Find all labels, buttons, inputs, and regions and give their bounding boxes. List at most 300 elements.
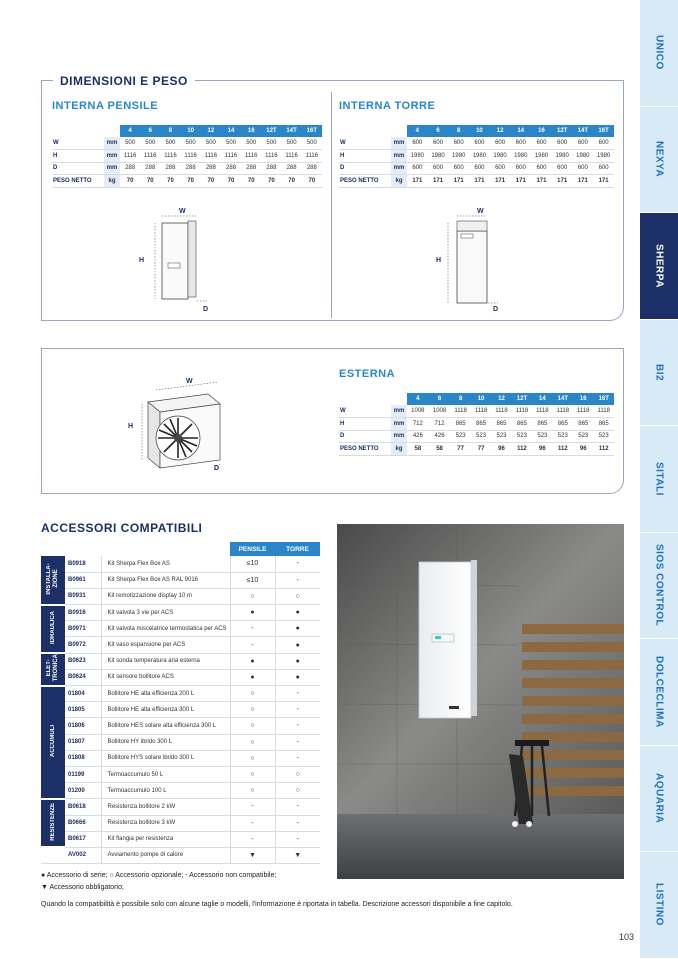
value-cell: 600: [573, 137, 594, 150]
installation-scene-image: [337, 524, 624, 879]
row-label: PESO NETTO: [339, 443, 391, 456]
side-tab-sitali[interactable]: [640, 426, 678, 533]
model-header: 6: [429, 393, 451, 405]
torre-compat: -: [275, 799, 320, 815]
value-cell: 523: [450, 430, 470, 443]
header-cell: [339, 125, 391, 137]
value-cell: 70: [140, 175, 160, 188]
value-cell: 500: [282, 137, 302, 150]
table-row: [339, 405, 614, 418]
model-header: 16: [573, 393, 593, 405]
side-tab-label: NEXYA: [653, 141, 665, 178]
group-label-cell: [41, 653, 65, 685]
row-unit: kg: [391, 443, 407, 456]
table-row: [339, 150, 614, 163]
pensile-compat: ▼: [230, 847, 275, 863]
value-cell: 58: [407, 443, 429, 456]
side-tab-strip: [640, 0, 678, 959]
accessory-row: [41, 605, 320, 621]
value-cell: 865: [532, 418, 552, 431]
value-cell: 70: [181, 175, 201, 188]
pensile-compat: ○: [230, 750, 275, 766]
accessory-description: Kit remotizzazione display 10 m: [101, 588, 230, 604]
row-unit: mm: [391, 430, 407, 443]
value-cell: 600: [469, 137, 490, 150]
side-tab-label: SIOS CONTROL: [653, 544, 665, 627]
pensile-dimension-table: [52, 125, 322, 188]
side-tab-label: BI2: [653, 363, 665, 381]
value-cell: 1118: [471, 405, 491, 418]
value-cell: 288: [120, 162, 140, 175]
accessory-row: [41, 847, 320, 863]
torre-compat: -: [275, 686, 320, 702]
value-cell: 70: [302, 175, 322, 188]
header-row: [41, 542, 320, 556]
value-cell: 865: [553, 418, 573, 431]
accessory-description: Kit vaso espansione per ACS: [101, 637, 230, 653]
value-cell: 500: [302, 137, 322, 150]
model-header: 10: [471, 393, 491, 405]
group-label-cell: [41, 686, 65, 799]
side-tab-dolceclima[interactable]: [640, 639, 678, 746]
compatibility-note: Quando la compatibilità è possibile solo con alcune taglie o modelli, l'informazione è riportata in tabella. Descrizione accessori disponibile a fine capitolo.: [41, 901, 513, 908]
model-header: 4: [407, 393, 429, 405]
value-cell: 500: [241, 137, 261, 150]
accessory-row: [41, 621, 320, 637]
page-number: 103: [618, 932, 634, 942]
value-cell: 70: [201, 175, 221, 188]
value-cell: 523: [491, 430, 511, 443]
value-cell: 1980: [490, 150, 511, 163]
value-cell: 1118: [512, 405, 532, 418]
value-cell: 865: [450, 418, 470, 431]
value-cell: 1116: [261, 150, 281, 163]
model-header: 10: [469, 125, 490, 137]
side-tab-label: SITALI: [653, 461, 665, 496]
model-header: 6: [140, 125, 160, 137]
header-cell: [391, 393, 407, 405]
row-unit: mm: [391, 162, 407, 175]
value-cell: 600: [593, 137, 614, 150]
side-tab-unico[interactable]: [640, 0, 678, 107]
value-cell: 1118: [593, 405, 614, 418]
row-unit: kg: [104, 175, 120, 188]
model-header: 14: [221, 125, 241, 137]
value-cell: 77: [471, 443, 491, 456]
group-label: INSTALLA-ZIONE: [46, 563, 59, 595]
value-cell: 1980: [428, 150, 449, 163]
accessory-row: [41, 686, 320, 702]
value-cell: 288: [160, 162, 180, 175]
model-header: 16T: [593, 393, 614, 405]
value-cell: 1116: [282, 150, 302, 163]
group-label-cell: [41, 605, 65, 654]
value-cell: 171: [593, 175, 614, 188]
value-cell: 96: [532, 443, 552, 456]
value-cell: 500: [140, 137, 160, 150]
value-cell: 288: [201, 162, 221, 175]
accessory-code: 01805: [65, 702, 101, 718]
value-cell: 171: [407, 175, 428, 188]
value-cell: 288: [261, 162, 281, 175]
accessory-description: Termoaccumulo 50 L: [101, 766, 230, 782]
depth-label: D: [493, 306, 499, 313]
torre-compat: ○: [275, 783, 320, 799]
value-cell: 865: [512, 418, 532, 431]
value-cell: 1980: [593, 150, 614, 163]
table-row: [52, 175, 322, 188]
value-cell: 112: [593, 443, 614, 456]
row-unit: kg: [391, 175, 407, 188]
pensile-compat: ○: [230, 734, 275, 750]
accessory-code: 01200: [65, 783, 101, 799]
row-label: H: [52, 150, 104, 163]
pensile-title: INTERNA PENSILE: [52, 100, 159, 112]
accessory-description: Bollitore HE alta efficienza 200 L: [101, 686, 230, 702]
row-label: PESO NETTO: [52, 175, 104, 188]
side-tab-listino[interactable]: [640, 852, 678, 959]
group-label: ACCUMULI: [49, 725, 56, 758]
accessory-code: 01808: [65, 750, 101, 766]
accessory-code: B0617: [65, 831, 101, 847]
header-row: [52, 125, 322, 137]
group-label-cell: [41, 556, 65, 605]
accessory-description: Kit sensore bollitore ACS: [101, 669, 230, 685]
table-row: [52, 150, 322, 163]
model-header: 12T: [261, 125, 281, 137]
pensile-compat: ○: [230, 686, 275, 702]
row-unit: mm: [104, 150, 120, 163]
value-cell: 523: [553, 430, 573, 443]
accessory-code: B0971: [65, 621, 101, 637]
row-label: W: [339, 405, 391, 418]
value-cell: 1116: [140, 150, 160, 163]
model-header: 8: [450, 393, 470, 405]
value-cell: 1980: [448, 150, 469, 163]
dimensions-title: DIMENSIONI E PESO: [60, 74, 188, 88]
row-label: H: [339, 150, 391, 163]
accessory-code: B0624: [65, 669, 101, 685]
torre-compat: -: [275, 702, 320, 718]
value-cell: 171: [469, 175, 490, 188]
row-unit: mm: [391, 405, 407, 418]
width-label: W: [477, 208, 484, 215]
value-cell: 500: [181, 137, 201, 150]
value-cell: 1116: [181, 150, 201, 163]
model-header: 10: [181, 125, 201, 137]
accessory-row: [41, 653, 320, 669]
value-cell: 70: [221, 175, 241, 188]
value-cell: 288: [282, 162, 302, 175]
value-cell: 600: [407, 162, 428, 175]
accessory-row: [41, 718, 320, 734]
pensile-compat: ○: [230, 766, 275, 782]
torre-compat: ●: [275, 621, 320, 637]
value-cell: 600: [510, 137, 531, 150]
value-cell: 523: [532, 430, 552, 443]
model-header: 12: [491, 393, 511, 405]
row-unit: mm: [391, 150, 407, 163]
value-cell: 1118: [553, 405, 573, 418]
accessory-code: 01806: [65, 718, 101, 734]
esterna-dimension-table: [339, 393, 614, 456]
torre-compat: -: [275, 556, 320, 572]
group-label-cell: [41, 847, 65, 863]
torre-compat: ○: [275, 588, 320, 604]
pensile-compat: ≤10: [230, 572, 275, 588]
torre-dimension-table: [339, 125, 614, 188]
value-cell: 500: [201, 137, 221, 150]
header-cell: [52, 125, 104, 137]
row-unit: mm: [104, 162, 120, 175]
value-cell: 112: [512, 443, 532, 456]
group-label: RESISTENZE: [49, 803, 56, 841]
accessory-description: Kit Sherpa Flex Box AS: [101, 556, 230, 572]
accessory-description: Kit sonda temperatura aria esterna: [101, 653, 230, 669]
value-cell: 70: [261, 175, 281, 188]
accessory-code: 01804: [65, 686, 101, 702]
pensile-compat: ○: [230, 718, 275, 734]
value-cell: 1118: [450, 405, 470, 418]
value-cell: 600: [510, 162, 531, 175]
side-tab-nexya[interactable]: [640, 107, 678, 214]
row-label: D: [339, 430, 391, 443]
accessory-row: [41, 734, 320, 750]
table-row: [52, 137, 322, 150]
value-cell: 1116: [160, 150, 180, 163]
row-label: W: [339, 137, 391, 150]
value-cell: 1118: [491, 405, 511, 418]
accessory-row: [41, 799, 320, 815]
value-cell: 523: [573, 430, 593, 443]
value-cell: 523: [512, 430, 532, 443]
accessory-description: Kit valvola 3 vie per ACS: [101, 605, 230, 621]
value-cell: 1980: [407, 150, 428, 163]
value-cell: 500: [160, 137, 180, 150]
torre-compat: ●: [275, 605, 320, 621]
accessory-code: B0916: [65, 605, 101, 621]
accessory-description: Bollitore HY ibrido 300 L: [101, 734, 230, 750]
value-cell: 600: [428, 137, 449, 150]
legend-line-1: ● Accessorio di serie; ○ Accessorio opzionale; - Accessorio non compatibile;: [41, 872, 277, 879]
value-cell: 600: [490, 137, 511, 150]
value-cell: 600: [407, 137, 428, 150]
row-unit: mm: [391, 137, 407, 150]
value-cell: 865: [471, 418, 491, 431]
value-cell: 1980: [552, 150, 573, 163]
value-cell: 288: [302, 162, 322, 175]
side-tab-label: UNICO: [653, 35, 665, 71]
torre-compat: ●: [275, 637, 320, 653]
accessory-description: Kit Sherpa Flex Box AS RAL 9016: [101, 572, 230, 588]
side-tab-label: AQUARIA: [653, 773, 665, 824]
row-unit: mm: [104, 137, 120, 150]
table-row: [339, 175, 614, 188]
value-cell: 70: [241, 175, 261, 188]
value-cell: 1980: [469, 150, 490, 163]
accessory-row: [41, 750, 320, 766]
torre-compat: ●: [275, 669, 320, 685]
pensile-unit-drawing: [135, 203, 225, 315]
value-cell: 70: [120, 175, 140, 188]
model-header: 8: [448, 125, 469, 137]
value-cell: 112: [553, 443, 573, 456]
product-photo: [337, 524, 624, 879]
table-row: [339, 430, 614, 443]
value-cell: 288: [140, 162, 160, 175]
value-cell: 500: [221, 137, 241, 150]
value-cell: 600: [573, 162, 594, 175]
value-cell: 171: [573, 175, 594, 188]
header-cell: [41, 542, 65, 556]
value-cell: 1116: [120, 150, 140, 163]
value-cell: 865: [573, 418, 593, 431]
accessory-code: B0961: [65, 572, 101, 588]
value-cell: 426: [407, 430, 429, 443]
accessory-row: [41, 572, 320, 588]
value-cell: 865: [593, 418, 614, 431]
side-tab-label: LISTINO: [653, 883, 665, 927]
value-cell: 171: [490, 175, 511, 188]
value-cell: 600: [448, 162, 469, 175]
model-header: 14: [532, 393, 552, 405]
row-label: D: [339, 162, 391, 175]
width-label: W: [179, 208, 186, 215]
model-header: 16T: [302, 125, 322, 137]
value-cell: 1116: [241, 150, 261, 163]
value-cell: 288: [241, 162, 261, 175]
value-cell: 77: [450, 443, 470, 456]
accessory-description: Kit valvola miscelatrice termostatica per ACS: [101, 621, 230, 637]
side-tab-label: DOLCECLIMA: [653, 655, 665, 728]
torre-compat: -: [275, 734, 320, 750]
header-cell: [339, 393, 391, 405]
accessory-code: AV002: [65, 847, 101, 863]
header-cell: [101, 542, 230, 556]
value-cell: 171: [510, 175, 531, 188]
table-row: [339, 418, 614, 431]
value-cell: 600: [531, 137, 552, 150]
value-cell: 1980: [510, 150, 531, 163]
value-cell: 712: [407, 418, 429, 431]
accessory-row: [41, 702, 320, 718]
value-cell: 171: [531, 175, 552, 188]
accessory-row: [41, 815, 320, 831]
accessory-row: [41, 831, 320, 847]
torre-compat: -: [275, 572, 320, 588]
value-cell: 288: [181, 162, 201, 175]
value-cell: 600: [469, 162, 490, 175]
side-tab-sios-control[interactable]: [640, 533, 678, 640]
value-cell: 96: [573, 443, 593, 456]
torre-compat: -: [275, 750, 320, 766]
model-header: 4: [120, 125, 140, 137]
group-label: ELET-TRONICA: [46, 654, 59, 682]
esterna-unit-drawing: [120, 370, 250, 475]
side-tab-label: SHERPA: [653, 243, 665, 288]
header-cell: [65, 542, 101, 556]
depth-label: D: [214, 465, 220, 472]
torre-compat: -: [275, 718, 320, 734]
column-divider: [331, 92, 332, 318]
side-tab-bi2[interactable]: [640, 320, 678, 427]
value-cell: 523: [593, 430, 614, 443]
value-cell: 1116: [302, 150, 322, 163]
accessory-code: B0618: [65, 799, 101, 815]
height-label: H: [128, 423, 134, 430]
accessory-description: Resistenza bollitore 2 kW: [101, 799, 230, 815]
model-header: 12: [490, 125, 511, 137]
height-label: H: [139, 257, 145, 264]
accessory-row: [41, 783, 320, 799]
torre-title: INTERNA TORRE: [339, 100, 436, 112]
pensile-compat: ○: [230, 702, 275, 718]
accessory-row: [41, 556, 320, 572]
model-header: 12: [201, 125, 221, 137]
accessory-description: Bollitore HES solare alta efficienza 300 L: [101, 718, 230, 734]
value-cell: 1116: [221, 150, 241, 163]
value-cell: 500: [120, 137, 140, 150]
pensile-compat: ●: [230, 605, 275, 621]
accessory-code: B0972: [65, 637, 101, 653]
accessory-description: Resistenza bollitore 3 kW: [101, 815, 230, 831]
torre-compat: -: [275, 831, 320, 847]
value-cell: 523: [471, 430, 491, 443]
row-label: D: [52, 162, 104, 175]
accessory-description: Termoaccumulo 100 L: [101, 783, 230, 799]
value-cell: 96: [491, 443, 511, 456]
model-header: 12T: [552, 125, 573, 137]
row-label: H: [339, 418, 391, 431]
value-cell: 1008: [429, 405, 451, 418]
value-cell: 58: [429, 443, 451, 456]
header-row: [339, 125, 614, 137]
side-tab-aquaria[interactable]: [640, 746, 678, 853]
value-cell: 288: [221, 162, 241, 175]
pensile-compat: -: [230, 799, 275, 815]
pensile-compat: ●: [230, 669, 275, 685]
model-header: 6: [428, 125, 449, 137]
pensile-compat: ●: [230, 653, 275, 669]
value-cell: 1980: [531, 150, 552, 163]
accessory-description: Kit flangia per resistenza: [101, 831, 230, 847]
value-cell: 500: [261, 137, 281, 150]
group-label-cell: [41, 799, 65, 848]
value-cell: 1118: [532, 405, 552, 418]
accessory-code: B0623: [65, 653, 101, 669]
torre-compat: ▼: [275, 847, 320, 863]
value-cell: 600: [552, 162, 573, 175]
accessory-row: [41, 637, 320, 653]
side-tab-sherpa[interactable]: [640, 213, 678, 320]
accessories-title: ACCESSORI COMPATIBILI: [41, 521, 203, 535]
pensile-compat: -: [230, 831, 275, 847]
model-header: 12T: [512, 393, 532, 405]
value-cell: 70: [160, 175, 180, 188]
table-row: [339, 137, 614, 150]
pensile-compat: -: [230, 815, 275, 831]
pensile-compat: ○: [230, 588, 275, 604]
model-header: 4: [407, 125, 428, 137]
accessory-description: Bollitore HE alta efficienza 300 L: [101, 702, 230, 718]
model-header: 16: [241, 125, 261, 137]
accessories-table: [41, 542, 320, 864]
accessory-code: B0931: [65, 588, 101, 604]
row-unit: mm: [391, 418, 407, 431]
esterna-title: ESTERNA: [339, 368, 396, 380]
value-cell: 600: [448, 137, 469, 150]
value-cell: 712: [429, 418, 451, 431]
